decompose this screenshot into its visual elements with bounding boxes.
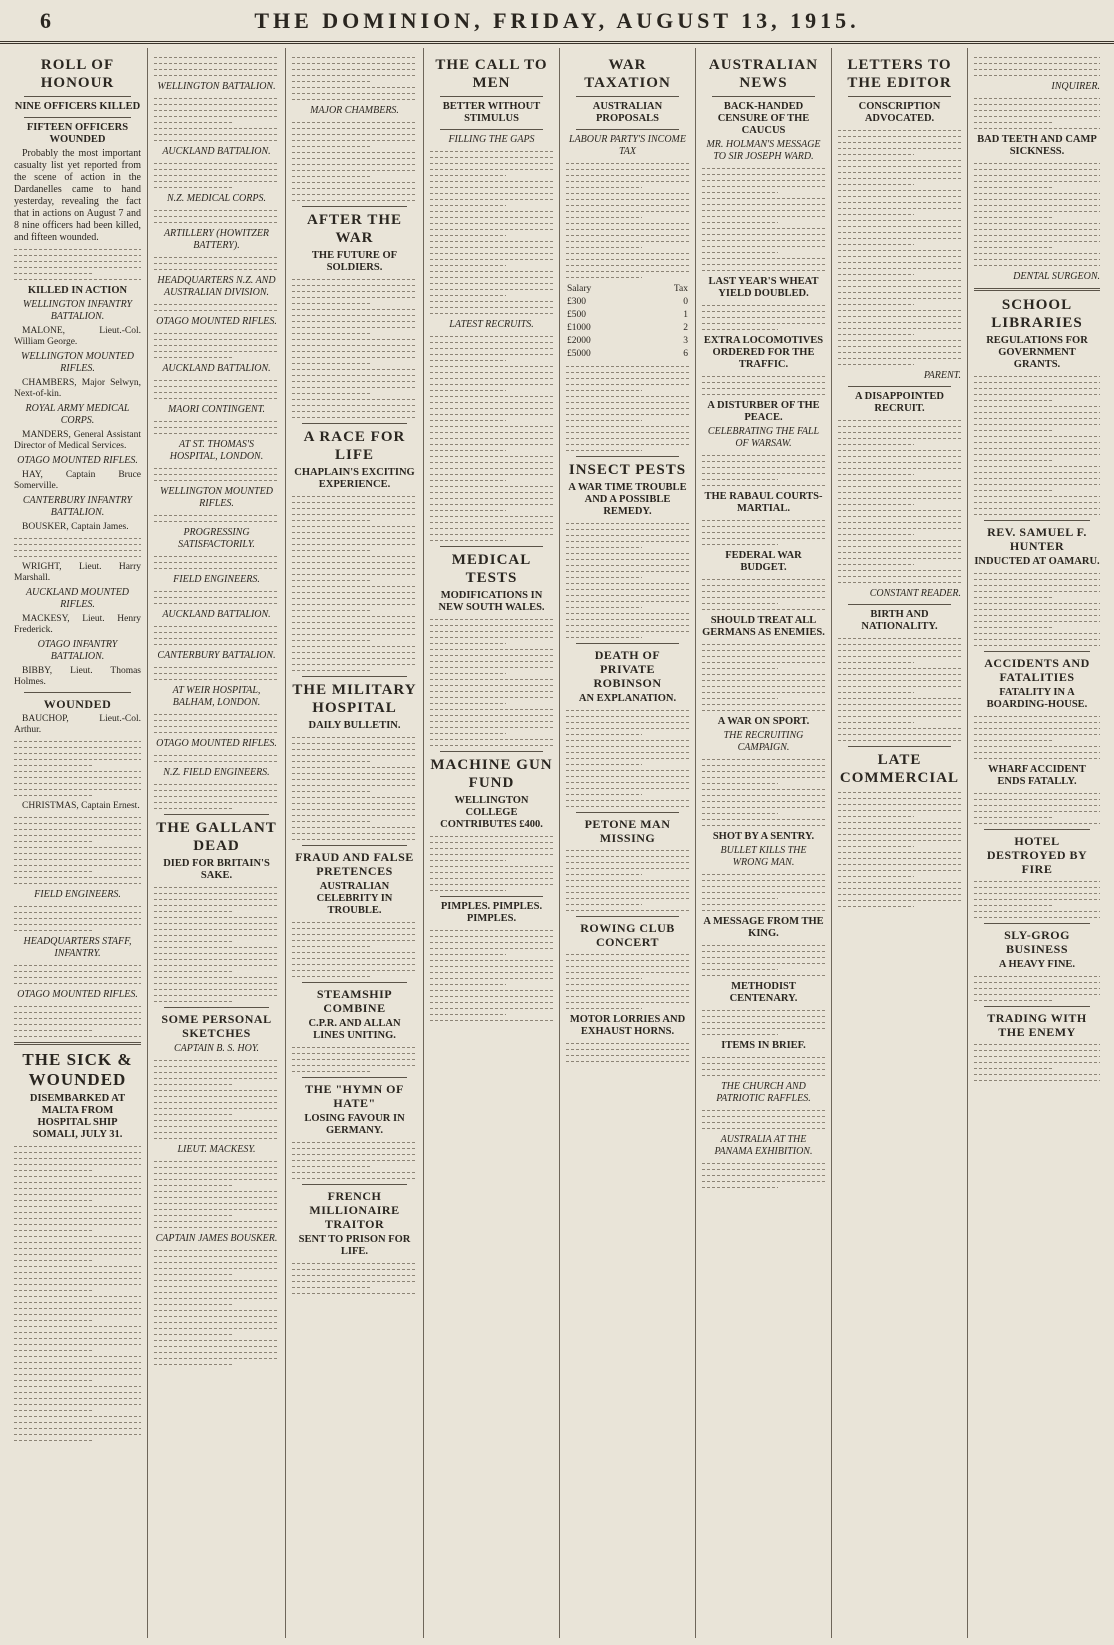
casualty-name: BIBBY, Lieut. Thomas Holmes. [14,666,141,687]
death-robinson-heading: DEATH OF PRIVATE ROBINSON [593,648,662,690]
page-number: 6 [40,7,51,33]
recruiting-subheading: THE RECRUITING CAMPAIGN. [723,730,804,753]
column-4 [424,48,560,1638]
call-to-men-subheading-2: FILLING THE GAPS [448,134,535,145]
hotel-fire-heading: HOTEL DESTROYED BY FIRE [986,834,1088,876]
wheat-yield-heading: LAST YEAR'S WHEAT YIELD DOUBLED. [708,276,819,299]
regiment-label: CANTERBURY INFANTRY BATTALION. [22,495,133,518]
regiment-label: FIELD ENGINEERS. [34,889,121,900]
shot-by-sentry-heading: SHOT BY A SENTRY. [712,831,815,842]
pimples-advert-heading: PIMPLES. PIMPLES. PIMPLES. [440,901,543,924]
table-row: £500 1 [567,310,688,320]
late-commercial-heading: LATE COMMERCIAL [839,752,960,786]
regiment-label: OTAGO MOUNTED RIFLES. [17,455,138,466]
regiment-label: OTAGO MOUNTED RIFLES. [17,989,138,1000]
germans-enemies-heading: SHOULD TREAT ALL GERMANS AS ENEMIES. [702,615,825,638]
church-raffles-heading: THE CHURCH AND PATRIOTIC RAFFLES. [716,1081,811,1104]
list-heading: MAORI CONTINGENT. [167,404,266,415]
race-for-life-subheading: CHAPLAIN'S EXCITING EXPERIENCE. [294,467,415,490]
birth-nationality-heading: BIRTH AND NATIONALITY. [861,609,938,632]
table-row: £2000 3 [567,336,688,346]
list-heading: PROGRESSING SATISFACTORILY. [178,527,255,550]
officers-killed-subheading: NINE OFFICERS KILLED [14,101,141,112]
list-heading: OTAGO MOUNTED RIFLES. [156,738,277,749]
list-heading: CANTERBURY BATTALION. [157,650,276,661]
column-6 [696,48,832,1638]
column-1 [8,48,148,1638]
backhanded-subheading: MR. HOLMAN'S MESSAGE TO SIR JOSEPH WARD. [706,139,821,162]
regiment-label: HEADQUARTERS STAFF, INFANTRY. [23,936,132,959]
column-5 [560,48,696,1638]
sly-grog-heading: SLY-GROG BUSINESS [1004,928,1070,956]
casualty-name: BOUSKER, Captain James. [22,522,129,532]
regiment-label: WELLINGTON MOUNTED RIFLES. [21,351,134,374]
letters-to-editor-heading: LETTERS TO THE EDITOR [847,57,952,91]
list-heading: AUCKLAND BATTALION. [162,146,271,157]
letter-signature: PARENT. [923,370,961,381]
wharf-accident-heading: WHARF ACCIDENT ENDS FATALLY. [988,764,1086,787]
list-heading: ARTILLERY (HOWITZER BATTERY). [163,228,270,251]
australian-news-heading: AUSTRALIAN NEWS [708,57,819,91]
letter-signature: INQUIRER. [1051,81,1100,92]
sly-grog-subheading: A HEAVY FINE. [998,959,1076,970]
steamship-heading: STEAMSHIP COMBINE [316,987,393,1015]
war-taxation-subheading: AUSTRALIAN PROPOSALS [592,101,663,124]
warsaw-subheading: CELEBRATING THE FALL OF WARSAW. [707,426,820,449]
regiment-label: OTAGO INFANTRY BATTALION. [37,639,118,662]
casualty-name: MANDERS, General Assistant Director of Medical Services. [14,430,141,451]
rabaul-heading: THE RABAUL COURTS-MARTIAL. [704,491,823,514]
after-the-war-heading: AFTER THE WAR [307,212,402,246]
regiment-label: WELLINGTON INFANTRY BATTALION. [22,299,133,322]
race-for-life-heading: A RACE FOR LIFE [303,429,406,463]
methodist-centenary-heading: METHODIST CENTENARY. [729,981,798,1004]
boarding-house-heading: FATALITY IN A BOARDING-HOUSE. [986,687,1088,710]
military-hospital-subheading: DAILY BULLETIN. [308,720,401,731]
regiment-label: ROYAL ARMY MEDICAL CORPS. [25,403,130,426]
sick-wounded-heading: THE SICK & WOUNDED [22,1050,133,1089]
casualty-name: HAY, Captain Bruce Somerville. [14,470,141,491]
french-traitor-heading: FRENCH MILLIONAIRE TRAITOR [309,1189,400,1231]
casualty-name: MACKESY, Lieut. Henry Frederick. [14,614,141,635]
personal-sketches-heading: SOME PERSONAL SKETCHES [161,1012,272,1040]
sketch-title: LIEUT. MACKESY. [177,1144,256,1155]
insect-pests-heading: INSECT PESTS [568,462,687,478]
war-on-sport-heading: A WAR ON SPORT. [717,716,810,727]
disappointed-recruit-heading: A DISAPPOINTED RECRUIT. [855,391,944,414]
sentry-subheading: BULLET KILLS THE WRONG MAN. [720,845,807,868]
column-3 [286,48,424,1638]
officers-wounded-subheading: FIFTEEN OFFICERS WOUNDED [26,122,129,145]
list-heading: N.Z. FIELD ENGINEERS. [163,767,270,778]
conscription-heading: CONSCRIPTION ADVOCATED. [858,101,941,124]
column-8 [968,48,1106,1638]
sketch-title: CAPTAIN B. S. HOY. [173,1043,259,1054]
column-2 [148,48,286,1638]
list-heading: HEADQUARTERS N.Z. AND AUSTRALIAN DIVISION. [157,275,276,298]
french-traitor-subheading: SENT TO PRISON FOR LIFE. [298,1234,411,1257]
wounded-name: BAUCHOP, Lieut.-Col. Arthur. [14,714,141,735]
list-heading: AT WEIR HOSPITAL, BALHAM, LONDON. [172,685,261,708]
sketch-title: CAPTAIN JAMES BOUSKER. [155,1233,278,1244]
casualty-name: WRIGHT, Lieut. Harry Marshall. [14,562,141,583]
roll-intro: Probably the most important casualty list yet reported from the scene of action in the Dardanelles came to hand yesterday, revealing the fact that in actions on August 7 and 8 nine officers had been killed, and fifteen wounded. [14,148,141,243]
backhanded-censure-heading: BACK-HANDED CENSURE OF THE CAUCUS [717,101,810,136]
hymn-of-hate-heading: THE "HYMN OF HATE" [305,1082,404,1110]
call-to-men-heading: THE CALL TO MEN [435,57,548,91]
fraud-heading: FRAUD AND FALSE PRETENCES [295,850,414,878]
table-row: £5000 6 [567,349,688,359]
rev-hunter-subheading: INDUCTED AT OAMARU. [974,556,1100,567]
war-budget-heading: FEDERAL WAR BUDGET. [725,550,802,573]
columns [8,48,1106,1638]
medical-tests-subheading: MODIFICATIONS IN NEW SOUTH WALES. [438,590,545,613]
list-heading: WELLINGTON MOUNTED RIFLES. [160,486,273,509]
latest-recruits-heading: LATEST RECRUITS. [449,319,534,330]
list-heading: AUCKLAND BATTALION. [162,609,271,620]
message-from-king-heading: A MESSAGE FROM THE KING. [703,916,824,939]
list-heading: AT ST. THOMAS'S HOSPITAL, LONDON. [169,439,264,462]
letter-signature: DENTAL SURGEON. [1013,271,1100,282]
letter-signature: CONSTANT READER. [869,588,961,599]
rev-hunter-heading: REV. SAMUEL F. HUNTER [987,525,1087,553]
war-taxation-subheading-2: LABOUR PARTY'S INCOME TAX [569,134,686,157]
casualty-name: MALONE, Lieut.-Col. William George. [14,326,141,347]
regiment-label: AUCKLAND MOUNTED RIFLES. [25,587,130,610]
gallant-dead-heading: THE GALLANT DEAD [156,820,277,854]
fraud-subheading: AUSTRALIAN CELEBRITY IN TROUBLE. [316,881,393,916]
list-heading: WELLINGTON BATTALION. [157,81,276,92]
insect-pests-subheading: A WAR TIME TROUBLE AND A POSSIBLE REMEDY. [568,482,687,517]
death-robinson-subheading: AN EXPLANATION. [578,693,677,704]
machine-gun-fund-subheading: WELLINGTON COLLEGE CONTRIBUTES £400. [440,795,543,830]
list-heading: N.Z. MEDICAL CORPS. [167,193,266,204]
masthead [0,0,1114,44]
masthead-title: THE DOMINION, FRIDAY, AUGUST 13, 1915. [254,7,860,33]
table-row: Salary Tax [567,284,688,294]
list-heading: OTAGO MOUNTED RIFLES. [156,316,277,327]
war-taxation-heading: WAR TAXATION [584,57,671,91]
wounded-name: CHRISTMAS, Captain Ernest. [22,801,140,811]
medical-tests-heading: MEDICAL TESTS [451,552,532,586]
motor-lorries-advert: MOTOR LORRIES AND EXHAUST HORNS. [569,1014,686,1037]
petone-missing-heading: PETONE MAN MISSING [584,817,671,845]
military-hospital-heading: THE MILITARY HOSPITAL [292,682,417,716]
column-7 [832,48,968,1638]
machine-gun-fund-heading: MACHINE GUN FUND [430,757,553,791]
tax-table [566,283,689,361]
panama-heading: AUSTRALIA AT THE PANAMA EXHIBITION. [714,1134,813,1157]
disturber-heading: A DISTURBER OF THE PEACE. [707,400,820,423]
sick-subheading: DISEMBARKED AT MALTA FROM HOSPITAL SHIP SOMALI, JULY 31. [29,1093,126,1140]
rowing-concert-heading: ROWING CLUB CONCERT [580,921,675,949]
casualty-name: CHAMBERS, Major Selwyn, Next-of-kin. [14,378,141,399]
bad-teeth-heading: BAD TEETH AND CAMP SICKNESS. [977,134,1097,157]
accidents-heading: ACCIDENTS AND FATALITIES [984,656,1090,684]
after-the-war-subheading: THE FUTURE OF SOLDIERS. [311,250,398,273]
roll-of-honour-heading: ROLL OF HONOUR [40,57,115,91]
steamship-subheading: C.P.R. AND ALLAN LINES UNITING. [308,1018,401,1041]
gallant-dead-subheading: DIED FOR BRITAIN'S SAKE. [163,858,270,881]
list-heading: FIELD ENGINEERS. [173,574,260,585]
items-in-brief-heading: ITEMS IN BRIEF. [721,1040,806,1051]
school-libraries-heading: SCHOOL LIBRARIES [991,297,1083,331]
trading-enemy-heading: TRADING WITH THE ENEMY [987,1011,1087,1039]
hymn-of-hate-subheading: LOSING FAVOUR IN GERMANY. [304,1113,405,1136]
sketch-title: MAJOR CHAMBERS. [310,105,399,116]
list-heading: AUCKLAND BATTALION. [162,363,271,374]
wounded-heading: WOUNDED [43,697,112,711]
school-libraries-subheading: REGULATIONS FOR GOVERNMENT GRANTS. [986,335,1088,370]
killed-in-action-heading: KILLED IN ACTION [27,285,128,296]
locomotives-heading: EXTRA LOCOMOTIVES ORDERED FOR THE TRAFFIC. [703,335,824,370]
table-row: £1000 2 [567,323,688,333]
table-row: £300 0 [567,297,688,307]
call-to-men-subheading: BETTER WITHOUT STIMULUS [442,101,541,124]
